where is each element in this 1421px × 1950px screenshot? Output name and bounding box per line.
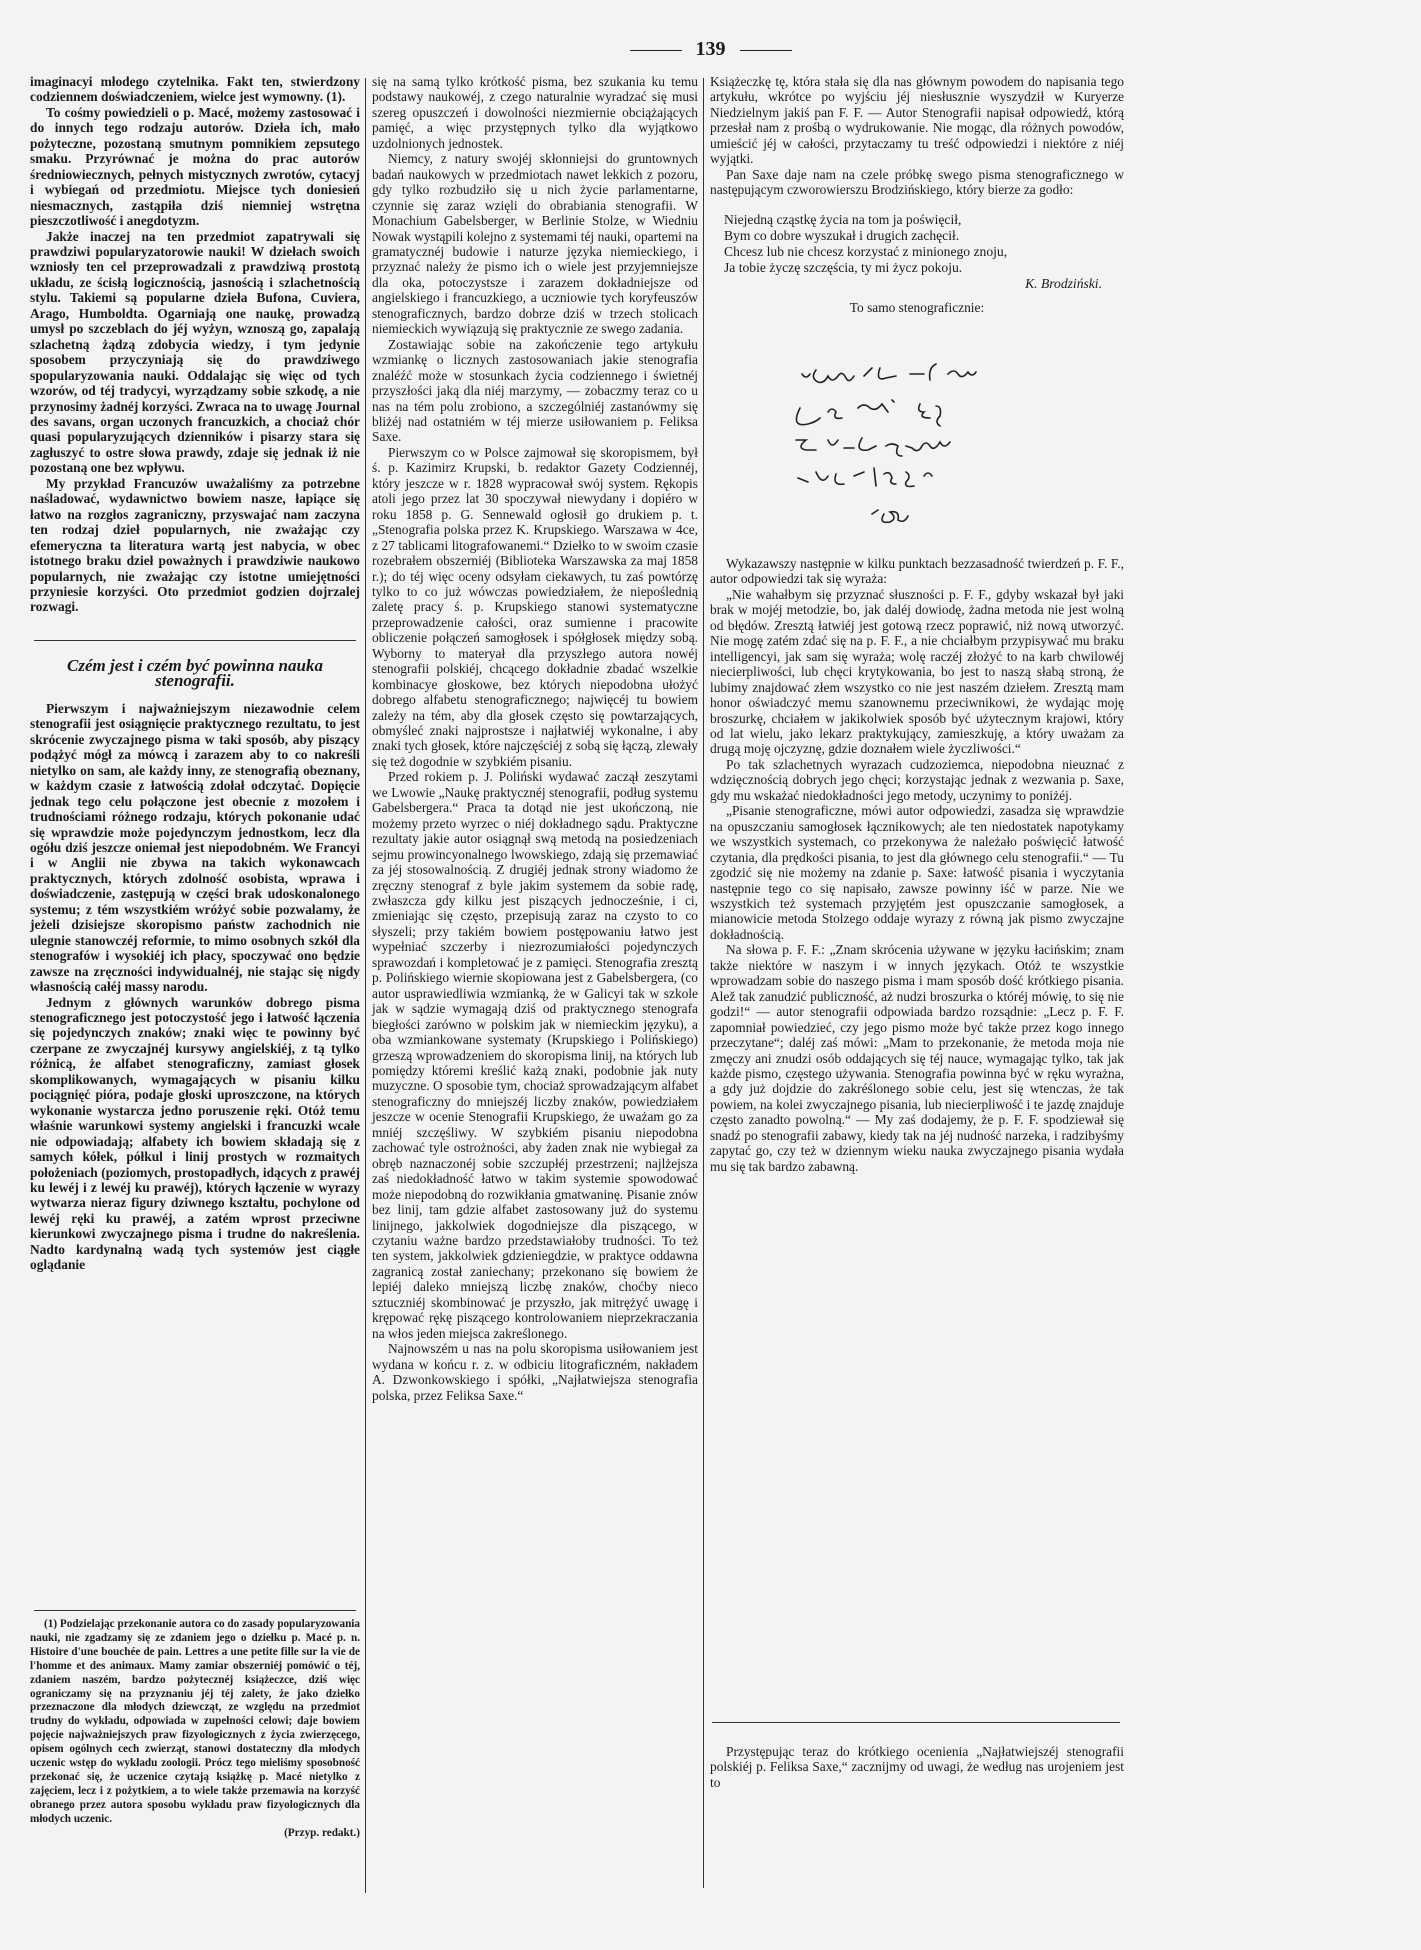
column-3-closing (710, 1744, 1124, 1790)
shorthand-line (802, 364, 976, 382)
paragraph: Zostawiając sobie na zakończenie tego artykułu wzmiankę o licznych zastosowaniach jakie stenografia znaléźć może w stosunkach życia codziennego i świetnéj przyszłości jaką dla niéj marzymy, — zobaczmy teraz co u nas na tém polu zrobiono, a szczególniéj zastanówmy się bliżéj nad ostatniém w téj mierze usiłowaniem p. Feliksa Saxe. (372, 336, 698, 445)
paragraph: się na samą tylko krótkość pisma, bez szukania ku temu podstawy naukowéj, z czego naturalnie wyradzać się musi szereg opuszczeń i dowolności niezmiernie obciążających pamięć, a więc przystępnych tylko dla wyjątkowo uzdolnionych jednostek. (372, 74, 698, 151)
shorthand-line (796, 438, 950, 456)
paragraph: Przed rokiem p. J. Poliński wydawać zaczął zeszytami we Lwowie „Naukę praktycznéj stenografii, podług systemu Gabelsbergera.“ Praca ta dotąd nie jest ukończoną, nie możemy przeto wyrzec o niéj dokładnego sądu. Praktyczne rezultaty jakie autor osiągnął swą metodą na posiedzeniach sejmu prowincyonalnego lwowskiego, zdają się przemawiać za jéj stosowalnością. Z drugiéj jednak strony wiadomo że zręczny stenograf z byle jakim systemem da sobie radę, zwłaszcza gdy kilku jest piszących jednocześnie, i ci, zmieniając się często, przepisują zaraz na czysto to co słyszeli; przy takiém bowiem postępowaniu łatwo jest wypełniać szczerby i niezrozumiałości pojedynczych sprawozdań i kompletować je z pamięci. Stenografia zresztą p. Polińskiego wiernie skopiowana jest z Gabelsbergera, (co autor usprawiedliwia wzmianką, że w Galicyi tak w szkole jak w sądzie wymagają dziś od praktycznego stenografa biegłości zarówno w polskim jak w niemieckim języku), a oba wzmiankowane systematy (Krupskiego i Polińskiego) grzeszą wprowadzeniem do skoropisma linij, na których lub pomiędzy któremi kreślić każą znaki, podobnie jak nuty muzyczne. O sposobie tym, chociaż sprowadzającym alfabet stenograficzny do mniejszéj liczby znaków, powiedziałem jeszcze w ocenie Stenografii Krupskiego, że uważam go za mniéj szczęśliwy. W szybkiém pisaniu niepodobna zachować tyle ostrożności, aby żaden znak nie wybiegał za obręb naznaczonéj sobie szczupłéj przestrzeni; najlżejsza zaś niedokładność łatwo w takim systemie spowodować może niepodobną do rozwikłania gmatwaninę. Pisanie znów bez linij, tam gdzie alfabet zastosowany już do systemu linijnego, jakkolwiek dogodniejsze dla piszącego, w czytaniu ważne bardzo przedstawiałoby trudności. To też ten system, jakkolwiek gdzieniegdzie, w praktyce oddawna zagranicą został zaniechany; przekonano się bowiem że lepiéj daleko mniejszą liczbę znaków, choćby nieco sztuczniéj skombinować je przyszło, jak mitrężyć uwagę i krępować rękę piszącego kontrolowaniem nieprzekraczania na włos jeden miejsca zakreślonego. (372, 769, 698, 1341)
section-divider (34, 640, 356, 641)
paragraph: Po tak szlachetnych wyrazach cudzoziemca, niepodobna nieuznać z wdzięcznością dobrych jego chęci; korzystając jednak z wezwania p. Saxe, gdy mu wskażać niedokładności jego metody, uczynimy to poniżéj. (710, 756, 1124, 803)
column-divider (703, 78, 704, 1888)
column-divider (365, 78, 366, 1893)
paragraph: To cośmy powiedzieli o p. Macé, możemy zastosować i do innych tego rodzaju autorów. Dzieła ich, mało pożyteczne, pozostaną smutnym pomnikiem zepsutego smaku. Przyrównać je można do prac autorów średniowiecznych, pełnych mistycznych zwrotów, cytacyj i wybiegań od przedmiotu. Miejsce tych doniesień niesmacznych, zastąpiła dziś niemniej wstrętna pieszczotliwość i anegdotyzm. (30, 104, 360, 229)
shorthand-line (872, 510, 908, 522)
footnote-text: (1) Podzielając przekonanie autora co do zasady popularyzowania nauki, nie zgadzamy się ze zdaniem jego o dziełku p. Macé p. n. Histoire d'une bouchée de pain. Lettres a une petite fille sur la vie de l'homme et des animaux. Mamy zamiar obszerniéj pomówić o téj, zdaniem naszém, bardzo pożytecznéj książeczce, dziś więc ograniczamy się na przyznaniu jéj téj zalety, że jako dziełko przeznaczone dla młodych dziewcząt, ze względu na przedmiot trudny do wykładu, odpowiada w zupełności celowi; daje bowiem pojęcie najważniejszych praw fizyologicznych z życia zwierzęcego, opisem ogólnych cech zwierząt, stanowi dostateczny dla młodych uczenic wstęp do wykładu zoologii. Prócz tego mieliśmy sposobność przekonać się, że uczenice czytają książkę p. Macé nietylko z zajęciem, lecz i z pożytkiem, a to wiele także przemawia na korzyść obranego przez autora sposobu wykładu praw fizyologicznych dla młodych uczenic. (30, 1618, 360, 1825)
section-divider (712, 1722, 1120, 1723)
paragraph: Jednym z głównych warunków dobrego pisma stenograficznego jest potoczystość jego i łatwość łączenia się pojedynczych znaków; znaki więc te powinny być czerpane ze zwyczajnéj kursywy angielskiéj, z tą tylko różnicą, że alfabet stenograficzny, zamiast głosek skomplikowanych, wymagających w pisaniu kilku pociągnięć pióra, podaje głoski uproszczone, na których wykonanie wystarcza jedno poruszenie ręki. Otóż temu właśnie warunkowi systemy angielski i francuzki wcale nie odpowiadają; alfabety ich bowiem składają się z samych kółek, półkul i linij prostych w rozmaitych położeniach (poziomych, prostopadłych, idących z prawéj ku lewéj i z lewéj ku prawéj), których łączenie w wyrazy wytwarza nieraz figury dziwnego kształtu, pochylone od lewéj ręki ku prawéj, a zatém wprost przeciwne kierunkowi zwyczajnego pisma i trudne do nakreślenia. Nadto kardynalną wadą tych systemów jest ciągłe oglądanie (30, 994, 360, 1273)
column-3-top (710, 74, 1124, 315)
poem (724, 212, 1124, 292)
paragraph: Jakże inaczej na ten przedmiot zapatrywali się prawdziwi popularyzatorowie nauki! W dziełach swoich wzniosły ten cel przeprowadzali z prawdziwą prostotą układu, ze ścisłą logicznością, jasnością i szlachetnością stylu. Takiemi są popularne dzieła Bufona, Cuviera, Arago, Humboldta. Ogarniają one naukę, prowadzą umysł po szczeblach do jéj wyżyn, wznoszą go, zapalają szlachetną żądzą zdobycia wiedzy, i tym jedynie sposobem przyczyniają się do prawdziwego spopularyzowania nauki. Oddalając się więc od tych wzorów, od téj tradycyi, wyrządzamy sobie szkodę, a nie przynosimy żadnéj korzyści. Zwraca na to uwagę Journal des savans, organ uczonych francuzkich, a chociaż chór quasi popularyzujących dzienników i pisarzy stara się zagłuszyć to ostre słowa prawdy, zdaje się jednak iż nie pozostaną one bez wpływu. (30, 228, 360, 476)
divider (630, 50, 682, 51)
paragraph: Pierwszym i najważniejszym niezawodnie celem stenografii jest osiągnięcie praktycznego rezultatu, to jest skrócenie zwyczajnego pisma w taki sposób, aby piszący podążyć mógł za mówcą i zarazem aby to co nakreśli nietylko on sam, ale każdy inny, ze stenografią obeznany, w każdym czasie z łatwością zdołał odczytać. Dopięcie jednak tego celu połączone jest obecnie z mozołem i trudnościami różnego rodzaju, których pokonanie udać się wprawdzie może pojedynczym jednostkom, lecz dla ogółu dziś jeszcze oniemał jest niepodobném. We Francyi i w Anglii nie zbywa na takich wykonawcach praktycznych, których zdolność osobista, wprawa i doświadczenie, zastępują w części brak udoskonalonego systemu; z tém wszystkiém wróżyć sobie pozwalamy, że jeżeli dzisiejsze skoropismo państw zachodnich nie ulegnie stanowczéj reformie, to mimo osobnych szkół dla stenografów i wysokiéj ich płacy, spoczywać ono będzie zawsze na zręczności indywidualnéj, nie stając się nigdy własnością całéj massy narodu. (30, 700, 360, 995)
shorthand-caption: To samo stenograficznie: (849, 299, 985, 315)
paragraph: Na słowa p. F. F.: „Znam skrócenia używane w języku łacińskim; znam także niektóre w naszym i w innych językach. Otóż te wszystkie wprowadzam sobie do naszego pisma i mam sposób dość krótkiego pisania. Alež tak zanudzić publiczność, aż nudzi broszurka o któréj mówię, to się nie godzi!“ — autor stenografii odpowiada bardzo rozsądnie: „Lecz p. F. F. zapomniał powiedzieć, czy jego pismo może być także przez kogo innego przeczytane“; daléj zaś mówi: „Mam to przekonanie, że metoda moja nie zmęczy ani znudzi osób oddających się téj nauce, wymagając tylko, tak jak każde pismo, częstego używania. Stenografia powinna być w ręku wyrażna, a gdy już dojdzie do zakréślonego sobie celu, jest się wtenczas, że tak powiem, na kolei zwyczajnego pisania, lub niecierpliwość i te jazdę znajduje często zanadto powolną.“ — My zaś dodajemy, że p. F. F. spodziewał się snadź po stenografii zabawy, kiedy tak na jéj nudność narzeka, i radzibyśmy zapytać go, czy też w dziennym wieku nauka zwyczajnego pisania wydała mu się tak bardzo zabawną. (710, 942, 1124, 1174)
paragraph: Książeczkę tę, która stała się dla nas głównym powodem do napisania tego artykułu, wkrótce po wyjściu jéj niesłusznie wyszydził w Kuryerze Niedzielnym jakiś pan F. F. — Autor Stenografii napisał odpowiedź, którą przesłał nam z prośbą o wydrukowanie. Nie mogąc, dla różnych powodów, umieścić jéj w całości, przytaczamy tu treść odpowiedzi i niektóre z niéj wyjątki. (710, 74, 1124, 167)
column-2 (372, 74, 698, 1403)
footnote-signature: (Przyp. redakt.) (284, 1826, 360, 1839)
shorthand-line (798, 468, 932, 487)
paragraph: Pierwszym co w Polsce zajmował się skoropismem, był ś. p. Kazimirz Krupski, b. redaktor Gazety Codziennéj, który jeszcze w r. 1828 wypracował swój system. Rękopis atoli jego przez lat 30 spoczywał niewydany i dopiéro w roku 1858 p. G. Sennewald ogłosił go drukiem p. t. „Stenografia polska przez K. Krupskiego. Warszawa w 4ce, z 27 tablicami litografowanemi.“ Dziełko to w swoim czasie rozebrałem obszerniéj (Biblioteka Warszawska za maj 1858 r.); do téj więc oceny odsyłam ciekawych, tu zaś powtórzę tylko to co już wówczas powiedziałem, że niepoślednią zaletę pracy ś. p. Krupskiego stanowi systematyczne przeprowadzenie całości, oraz sumienne i pracowite obliczenie połączeń samogłosek i spółgłosek między sobą. Wyborny to materyał dla przyszłego autora nowéj stenografii polskiéj, chcącego dokładnie zbadać wszelkie kombinacye głoskowe, bez których niepodobna ułożyć dobrego alfabetu stenograficznego; najwięcéj tu bowiem zależy na tém, aby dla głosek często się powtarzających, obmyśleć znaki najprostsze i najłatwiéj wykonalne, i aby znaki tych głosek, które najczęściéj z sobą się łączą, zlewały się też dogodnie w szybkiém pisaniu. (372, 444, 698, 769)
column-1-article (30, 658, 360, 1273)
column-1-intro (30, 74, 360, 615)
paragraph: „Nie wahałbym się przyznać słuszności p. F. F., gdyby wskazał był jaki brak w mojéj metodzie, bo, jak daléj dowiodę, żadna metoda nie jest wolną od błędów. Zresztą łatwiéj jest gotową rzecz poprawić, niż nową utworzyć. Nie mogę zatém zdać się na p. F. F., a nie chciałbym przypisywać mu braku intelligencyi, jak sam się wyraża; wolę raczéj złożyć to na karb chwilowéj niecierpliwości, lub chęci krytykowania, bo jest to naszą słabą stroną, że lubimy znajdować złem wszystko co nie jest naszém dziełem. Zresztą mam honor oświadczyć memu szanownemu przeciwnikowi, że wydając moję broszurkę, chciałem w jakikolwiek sposób być użytecznym krajowi, który od lat wielu, jako lekarz praktykujący, zamieszkuję, a który uważam za drugą moję ojczyznę, gdzie doznałem wiele życzliwości.“ (710, 586, 1124, 757)
footnote-divider (34, 1610, 356, 1611)
column-3-bottom (710, 556, 1124, 1174)
poem-line: Ja tobie życzę szczęścia, ty mi życz pokoju. (724, 259, 963, 275)
paragraph: My przykład Francuzów uważaliśmy za potrzebne naśladować, wydawnictwo bowiem nasze, łapiące się łatwo na rozgłos zagraniczny, przyswajać nam zaczyna ten rodzaj dzieł popularnych, nie zważając czy efemeryczna ta literatura wartą jest nabycia, w obec istotnego braku dzieł poważnych i prawdziwie naukowo popularnych, nie zważając czy istotne umiejętności przyniesie korzyści. Oto przedmiot godzien dojrzalej rozwagi. (30, 475, 360, 615)
paragraph: imaginacyi młodego czytelnika. Fakt ten, stwierdzony codziennem doświadczeniem, wielce jest wymowny. (1). (30, 74, 360, 105)
paragraph: „Pisanie stenograficzne, mówi autor odpowiedzi, zasadza się wprawdzie na opuszczaniu samogłosek łącznikowych; ale ten niedostatek napotykamy we wszystkich systemach, co przekonywa że należało poświęcić łatwość czytania, dla prędkości pisania, to jest dla głównego celu stenografii.“ — Tu zgodzić się nie możemy na zdanie p. Saxe: łatwość pisania i wyczytania następnie tego co się napisało, zawsze powinny iść w parze. Nie we wszystkich też systemach przyjętém jest opuszczanie samogłosek, a mianowicie metoda Stolzego oddaje wyrazy z równą jak pismo zwyczajne dokładnością. (710, 803, 1124, 942)
paragraph: Niemcy, z natury swojéj skłonniejsi do gruntownych badań naukowych w przedmiotach nawet lekkich z pozoru, gdy tylko rozbudziło się u nich życie parlamentarne, czynnie się zaraz wzięli do obrabiania stenografii. W Monachium Gabelsberger, w Berlinie Stolze, w Wiedniu Nowak wystąpili kolejno z systemami téj nauki, opartemi na gramatycznéj budowie i naturze języka niemieckiego, i przyznać należy że pismo ich o wiele jest przyjemniejsze dla oka, potoczystsze i zarazem dokładniejsze od angielskiego i francuzkiego, a uczniowie tych koryfeuszów stenograficznych, bardzo dobrze dziś w trzech stolicach niemieckich wywiązują się praktycznie ze swego zadania. (372, 151, 698, 337)
poem-author: K. Brodziński. (1025, 275, 1102, 291)
page-number (0, 38, 1421, 61)
poem-line: Chcesz lub nie chcesz korzystać z minionego znoju, (724, 243, 1008, 259)
poem-line: Niejedną cząstkę życia na tom ja poświęcił, (724, 211, 962, 227)
footnote (30, 1618, 360, 1841)
paragraph: Pan Saxe daje nam na czele próbkę swego pisma stenograficznego w następującym czworowierszu Brodzińskiego, który bierze za godło: (710, 166, 1124, 198)
paragraph: Przystępując teraz do krótkiego ocenienia „Najłatwiejszéj stenografii polskiéj p. Feliksa Saxe,“ zacznijmy od uwagi, że według nas urojeniem jest to (710, 1744, 1124, 1790)
divider (740, 50, 792, 51)
article-title: Czém jest i czém być powinna nauka stenografii. (67, 656, 323, 691)
shorthand-line (796, 400, 940, 426)
poem-line: Bym co dobre wyszukał i drugich zachęcił. (724, 227, 960, 243)
page-number-text: 139 (695, 38, 726, 60)
paragraph: Najnowszém u nas na polu skoropisma usiłowaniem jest wydana w końcu r. z. w odbiciu litograficzném, nakładem A. Dzwonkowskiego i spółki, „Najłatwiejsza stenografia polska, przez Feliksa Saxe.“ (372, 1341, 698, 1403)
paragraph: Wykazawszy następnie w kilku punktach bezzasadność twierdzeń p. F. F., autor odpowiedzi tak się wyraża: (710, 556, 1124, 587)
shorthand-sample (740, 360, 1100, 540)
